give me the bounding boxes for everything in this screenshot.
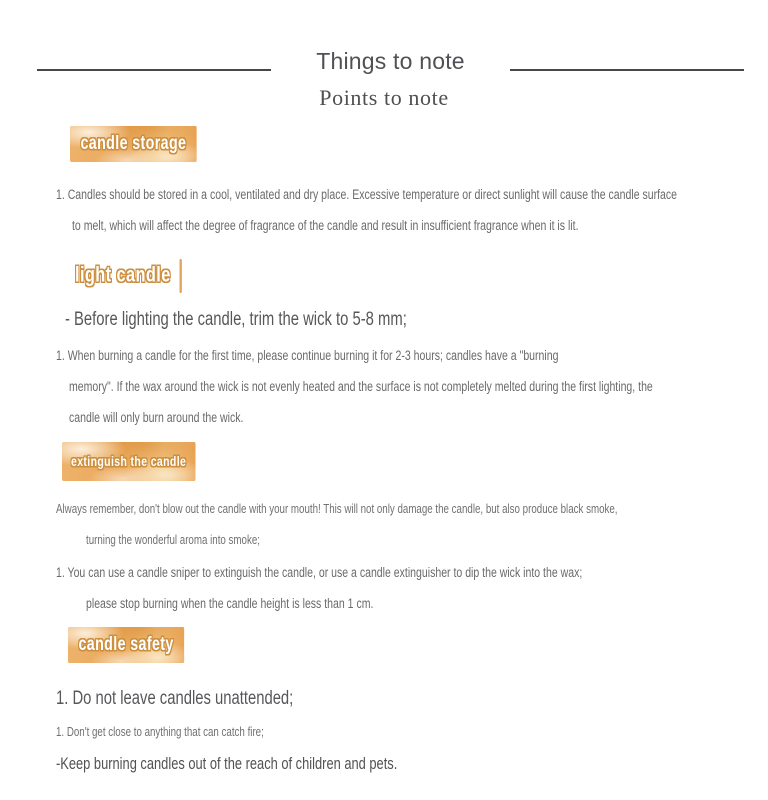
text-block (56, 725, 768, 739)
section-light-candle (0, 233, 768, 425)
text-line: -Keep burning candles out of the reach of children and pets. (56, 755, 398, 773)
text-block (56, 348, 768, 425)
text-line: Always remember, don't blow out the candle with your mouth! This will not only damage the candle, but also produce black smoke, (56, 502, 618, 516)
text-line: 1. When burning a candle for the first time, please continue burning it for 2-3 hours; candles have a "burning (56, 348, 559, 363)
page-title: Things to note (316, 47, 465, 74)
section-extinguish-the-candle (0, 425, 768, 611)
section-badge-extinguish-the-candle (62, 442, 195, 481)
content (0, 111, 768, 774)
section-candle-storage (0, 111, 768, 233)
badge-label: light candle (75, 263, 171, 287)
text-line: 1. Candles should be stored in a cool, ventilated and dry place. Excessive temperature or direct sunlight will cause the candle surface (56, 187, 678, 202)
badge-accent-bar (179, 259, 181, 293)
title-row (0, 46, 768, 76)
text-line: 1. Don't get close to anything that can catch fire; (56, 725, 264, 739)
section-candle-safety (0, 611, 768, 774)
title-divider-right (510, 69, 744, 71)
text-block (56, 565, 768, 611)
text-line: please stop burning when the candle height is less than 1 cm. (86, 596, 374, 611)
text-line: to melt, which will affect the degree of fragrance of the candle and result in insufficient fragrance when it is lit. (72, 218, 579, 233)
text-line: candle will only burn around the wick. (69, 410, 244, 425)
text-line: turning the wonderful aroma into smoke; (86, 533, 260, 547)
text-block (56, 755, 768, 774)
section-badge-candle-safety (68, 627, 184, 663)
badge-label: candle storage (80, 133, 187, 154)
text-line: 1. Do not leave candles unattended; (56, 688, 294, 709)
text-block (56, 688, 768, 710)
text-line: - Before lighting the candle, trim the wick to 5-8 mm; (65, 309, 407, 330)
text-block (56, 187, 768, 233)
section-badge-light-candle (75, 259, 182, 293)
text-block (56, 309, 768, 331)
badge-label: extinguish the candle (71, 453, 187, 469)
text-line: 1. You can use a candle sniper to extinguish the candle, or use a candle extinguisher to dip the wick into the wax; (56, 565, 583, 580)
text-line: memory". If the wax around the wick is not evenly heated and the surface is not completely melted during the first lighting, the (69, 379, 653, 394)
section-badge-candle-storage (70, 126, 197, 162)
page-header (0, 46, 768, 111)
badge-label: candle safety (78, 634, 174, 655)
text-block (56, 502, 768, 547)
title-divider-left (37, 69, 271, 71)
page-subtitle: Points to note (319, 85, 449, 110)
